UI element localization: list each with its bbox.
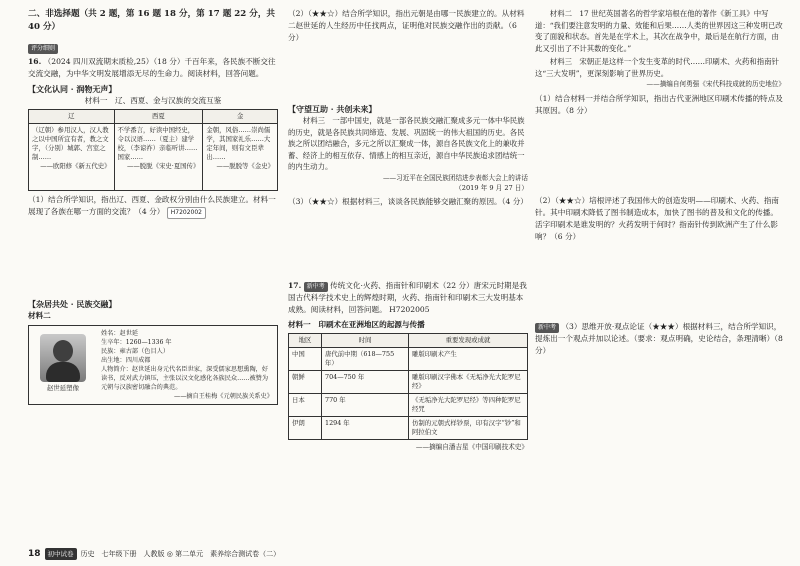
portrait-image xyxy=(40,334,86,382)
footer-brand: 初中试卷 xyxy=(45,548,77,560)
cell-jin: 金朝，风俗……崇尚儒学，其国家礼乐……大定年间，则有文臣辈出…… ——脱脱等《金史》 xyxy=(203,124,278,191)
answer-space-2[interactable] xyxy=(288,44,528,100)
table-row: 中国 唐代前中期（618—755 年） 雕版印刷术产生 xyxy=(289,347,528,370)
q17-m1-title: 材料一 印刷术在亚洲地区的起源与传播 xyxy=(288,319,425,329)
cell-xixia: 不学番言，好读中国经史，令以汉语……（夏主）建学校，（李谅祚）亲临听讲……国家…… ——脱脱《宋史·夏国传》 xyxy=(114,124,203,191)
m3-date: （2019 年 9 月 27 日） xyxy=(455,183,528,192)
q16-number: 16. xyxy=(28,57,42,66)
q16-sub3: （3）（★★☆）根据材料三，谈谈各民族能够交融汇聚的原因。（4 分） xyxy=(288,196,528,206)
portrait-caption: 赵世延塑像 xyxy=(47,384,79,392)
m1-title: 材料一 辽、西夏、金与汉族的交流互鉴 xyxy=(84,96,222,105)
theme-unity: 【守望互助 · 共创未来】 xyxy=(288,104,377,114)
q17-m3-source: ——摘编自何勇强《宋代科技成就的历史地位》 xyxy=(646,80,785,88)
page-number: 18 xyxy=(28,549,41,559)
q16-sub1: （1）结合所学知识，指出辽、西夏、金政权分别由什么民族建立。材料一展现了各族在哪一方面的交流？（4 分） H7202002 xyxy=(28,194,278,219)
m2-title: 材料二 xyxy=(28,311,51,320)
q17-m1-source: ——摘编自潘吉星《中国印刷技术史》 xyxy=(415,442,528,451)
q17-code: H7202005 xyxy=(389,304,430,314)
m3-text: 材料三 一部中国史，就是一部各民族交融汇聚成多元一体中华民族的历史，就是各民族共同缔造、发展、巩固统一的伟大祖国的历史。各民族之所以团结融合，多元之所以汇聚成一体，源自各民族文化上的兼收并蓄、经济上的相互依存、情感上的相互亲近，源自中华民族追求团结统一的内生动力。 xyxy=(288,116,525,171)
th-region: 地区 xyxy=(289,333,322,347)
column-left xyxy=(28,8,278,405)
cell-liao: （辽朝）参用汉人，汉人教之以中国所宜有者，教之文字，（分别）城郭、宫室之制…… ——欧阳修《新五代史》 xyxy=(29,124,115,191)
page-footer xyxy=(28,548,388,560)
q17-header xyxy=(288,280,528,316)
m3-source: ——习近平在全国民族团结进步表彰大会上的讲话 xyxy=(382,173,528,182)
column-right xyxy=(535,8,785,357)
q16-stem: （2024 四川双流期末质检,25）（18 分）千百年来，各民族不断交往交流交融，为中华文明发展增添无尽的生命力。阅读材料，回答问题。 xyxy=(28,57,276,78)
answer-space-1[interactable] xyxy=(28,219,278,295)
q17-sub1: （1）结合材料一并结合所学知识，指出古代亚洲地区印刷术传播的特点及其原因。（8 分） xyxy=(535,94,783,115)
material-one-table xyxy=(28,109,278,191)
th-xixia: 西夏 xyxy=(114,110,203,124)
printing-table xyxy=(288,333,528,440)
material-two-text: 姓名：赵世延 生卒年：1260—1336 年 民族：雍古部（色目人） 出生地：四川成都 人物简介：赵世延出身元代名臣世家，深受儒家思想熏陶，好读书，反对武力镇压，主张以汉文化感化各族民众……被赞为元朝与汉族密切融合的典范。 ——摘自王桂梅《元朝民族关系史》 xyxy=(101,330,273,400)
q17-tag: 新中考 xyxy=(304,282,328,292)
th-jin: 金 xyxy=(203,110,278,124)
q17-sub2: （2）（★★☆）培根评述了我国伟大的创造发明——印刷术、火药、指南针。其中印刷术降低了图书制造成本，加快了图书的普及和文化的传播。活字印刷术是谁发明的？火药发明于何时？指南针传到欧洲产生了什么影响？（6 分） xyxy=(535,196,780,241)
footer-text: 历史 七年级下册 人教版 ◎ 第二单元 素养综合测试卷（二） xyxy=(80,550,281,558)
section-title: 二、非选择题（共 2 题，第 16 题 18 分，第 17 题 22 分，共 40 分） xyxy=(28,9,276,32)
q17-stem: 传统文化·火药、指南针和印刷术（22 分）唐宋元时期是我国古代科学技术史上的辉煌时期，火药、指南针和印刷术三大发明基本成熟。阅读材料，回答问题。 xyxy=(288,280,527,314)
table-row: 朝鲜 704—750 年 雕版印刷汉字佛本《无垢净光大陀罗尼经》 xyxy=(289,370,528,393)
table-row: 日本 770 年 《无垢净光大陀罗尼经》等四种陀罗尼经咒 xyxy=(289,393,528,416)
theme-culture: 【文化认同 · 润物无声】 xyxy=(28,84,117,94)
material-two-box xyxy=(28,325,278,405)
score-badge: 评分细则 xyxy=(28,44,58,54)
answer-space-5[interactable] xyxy=(535,243,785,321)
q17-number: 17. xyxy=(288,280,302,290)
th-time: 时间 xyxy=(322,333,409,347)
th-achievement: 重要发现或成就 xyxy=(409,333,528,347)
answer-space-3[interactable] xyxy=(288,208,528,280)
q17-sub3: 新中考 （3）思维开放·观点论证（★★★）根据材料三，结合所学知识，提炼出一个观点并加以论述。（要求：观点明确，史论结合，条理清晰）（8 分） xyxy=(535,322,783,355)
q16-sub2: （2）（★★☆）结合所学知识，指出元朝是由哪一民族建立的。从材料二赵世延的人生经历中任找两点，证明他对民族交融作出的贡献。（6 分） xyxy=(288,9,525,42)
q17-m2-text: 材料二 17 世纪英国著名的哲学家培根在他的著作《新工具》中写道：“我们要注意发明的力量、效能和后果……人类的世界因这三种发明已改变了面貌和状态。首先是在学术上，其次在战争中，最后是在航行方面，由此又引出了不计其数的变化。” xyxy=(535,9,783,53)
q17-sub3-tag: 新中考 xyxy=(535,323,559,333)
theme-coexist: 【杂居共处 · 民族交融】 xyxy=(28,299,117,309)
q17-m3-text: 材料三 宋朝正是这样一个发生变革的时代……印刷术、火药和指南针这“三大发明”，更深刻影响了世界历史。 xyxy=(535,57,779,78)
th-liao: 辽 xyxy=(29,110,115,124)
table-row: 伊朗 1294 年 仿制的元朝式样钞票，印有汉字“钞”和阿拉伯文 xyxy=(289,416,528,439)
column-middle xyxy=(288,8,528,452)
answer-space-4[interactable] xyxy=(535,117,785,195)
